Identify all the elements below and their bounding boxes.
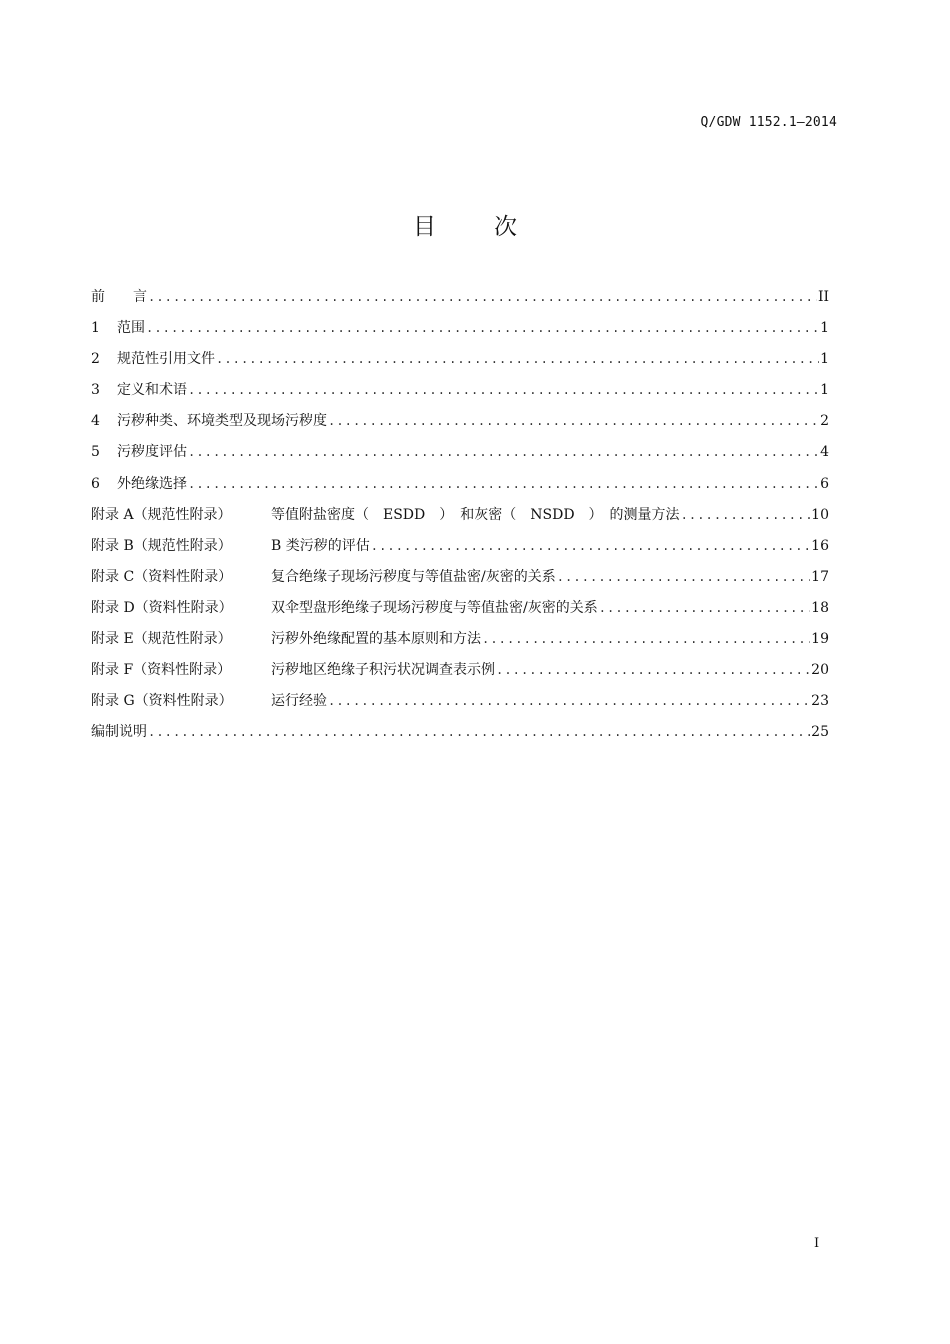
toc-appendix-prefix: 附录 A（规范性附录） [91,506,232,523]
toc-page: 23 [811,693,829,710]
toc-leader [146,318,819,338]
toc-page: 16 [811,537,829,554]
toc-label: 双伞型盘形绝缘子现场污秽度与等值盐密/灰密的关系 [271,599,598,616]
toc-appendix-prefix: 附录 C（资料性附录） [91,568,233,585]
toc-number: 3 [91,382,100,399]
toc-entry-2[interactable] [91,349,829,380]
toc-page: 1 [820,351,829,368]
toc-page: 25 [811,724,829,741]
toc-page: 18 [811,599,829,616]
toc-leader [188,474,819,494]
toc-label: 前 言 [91,289,147,305]
toc-appendix-prefix: 附录 G（资料性附录） [91,693,233,710]
toc-entry-1[interactable] [91,318,829,349]
toc-page: 4 [820,444,829,461]
toc-page: 19 [811,631,829,648]
toc-entry-appendix-e[interactable] [91,629,829,660]
toc-entry-appendix-a[interactable] [91,505,829,536]
toc-label: B 类污秽的评估 [271,537,370,554]
toc-label: 污秽地区绝缘子积污状况调查表示例 [271,662,495,679]
toc-page: 17 [811,568,829,585]
toc-leader [328,411,819,431]
toc-appendix-prefix: 附录 E（规范性附录） [91,631,232,648]
toc-appendix-prefix: 附录 D（资料性附录） [91,599,233,616]
toc-leader [188,380,819,400]
toc-leader [148,287,817,307]
toc-entry-compilation-notes[interactable] [91,722,829,753]
toc-entry-appendix-d[interactable] [91,598,829,629]
toc-entry-4[interactable] [91,411,829,442]
toc-leader [482,629,810,649]
toc-leader [599,598,810,618]
toc-page: 20 [811,662,829,679]
toc-page: II [817,289,829,305]
toc-entry-appendix-c[interactable] [91,567,829,598]
toc-number: 1 [91,320,100,337]
page-number: I [814,1236,820,1251]
toc-entry-appendix-f[interactable] [91,660,829,691]
toc-label: 复合绝缘子现场污秽度与等值盐密/灰密的关系 [271,568,556,585]
toc-number: 6 [91,475,100,492]
toc-leader [328,691,810,711]
toc-page: 2 [820,413,829,430]
toc-label: 定义和术语 [117,382,187,399]
toc-label: 污秽种类、环境类型及现场污秽度 [117,413,327,430]
toc-leader [216,349,819,369]
toc-label: 污秽度评估 [117,444,187,461]
page-title [0,208,930,241]
toc-entry-5[interactable] [91,442,829,473]
toc-leader [188,442,819,462]
toc-appendix-prefix: 附录 B（规范性附录） [91,537,232,554]
table-of-contents [91,287,829,753]
toc-leader [557,567,810,587]
toc-page: 1 [820,382,829,399]
toc-entry-appendix-g[interactable] [91,691,829,722]
toc-label: 规范性引用文件 [117,351,215,368]
toc-page: 6 [820,475,829,492]
toc-label: 污秽外绝缘配置的基本原则和方法 [271,631,481,648]
toc-number: 5 [91,444,100,461]
toc-label: 编制说明 [91,724,147,741]
title-char-right: 次 [494,214,517,240]
toc-page: 1 [820,320,829,337]
toc-entry-3[interactable] [91,380,829,411]
toc-leader [148,722,810,742]
toc-leader [371,536,810,556]
title-char-left: 目 [413,214,436,240]
toc-label: 运行经验 [271,693,327,710]
document-code: Q/GDW 1152.1—2014 [700,115,837,130]
toc-label: 等值附盐密度（ ESDD ） 和灰密（ NSDD ） 的测量方法 [271,506,680,523]
toc-leader [681,505,811,525]
toc-appendix-prefix: 附录 F（资料性附录） [91,662,232,679]
toc-number: 2 [91,351,100,368]
toc-label: 范围 [117,320,145,337]
toc-page: 10 [811,506,829,523]
toc-entry-foreword[interactable] [91,287,829,318]
toc-number: 4 [91,413,100,430]
toc-leader [496,660,810,680]
toc-entry-appendix-b[interactable] [91,536,829,567]
toc-entry-6[interactable] [91,474,829,505]
toc-label: 外绝缘选择 [117,475,187,492]
